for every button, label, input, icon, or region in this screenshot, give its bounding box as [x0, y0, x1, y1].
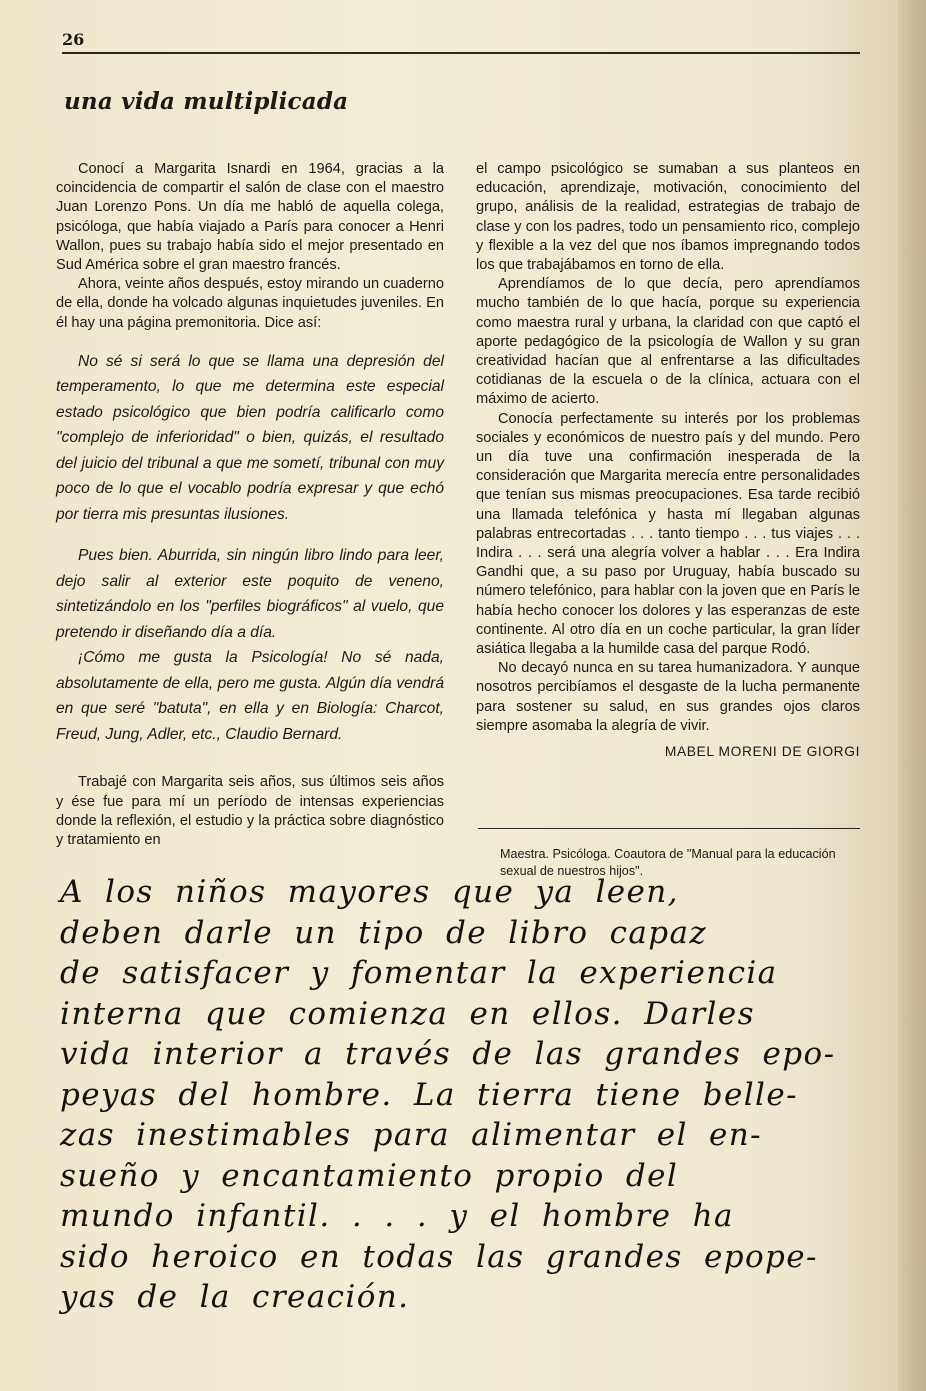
handwritten-line: sueño y encantamiento propio del: [60, 1157, 679, 1194]
intro-paragraph: Conocí a Margarita Isnardi en 1964, gracias a la coincidencia de compartir el salón de clase con el maestro Juan Lorenzo Pons. Un día me habló de aquella colega, psicóloga, que había viajado a París para conocer a Henri Wallon, pues su trabajo había sido el mejor presentado en Sud América sobre el gran maestro francés.: [56, 161, 444, 274]
handwritten-note: [60, 872, 870, 1318]
handwritten-line: zas inestimables para alimentar el en-: [60, 1117, 763, 1153]
handwritten-line: interna que comienza en ellos. Darles: [60, 995, 755, 1032]
author-bio: Maestra. Psicóloga. Coautora de "Manual para la educación sexual de nuestros hijos".: [500, 847, 836, 878]
article-title: una vida multiplicada: [64, 88, 349, 115]
quote-paragraph: ¡Cómo me gusta la Psicología! No sé nada, absolutamente de ella, pero me gusta. Algún día vendrá en que seré "batuta", en ella y en Biología: Charcot, Freud, Jung, Adler, etc., Claudio Bernard.: [56, 649, 444, 743]
handwritten-line: mundo infantil. . . . y el hombre ha: [60, 1198, 734, 1234]
handwritten-line: A los niños mayores que ya leen,: [60, 874, 679, 910]
right-column: [476, 160, 860, 761]
handwritten-line: vida interior a través de las grandes epo-: [60, 1036, 836, 1072]
body-paragraph: el campo psicológico se sumaban a sus planteos en educación, aprendizaje, motivación, conocimiento del grupo, análisis de la realidad, estrategias de trabajo de clase y con los padres, todo un pensamiento rico, complejo y flexible a la vez del que nos íbamos impregnando todos los que trabajábamos en torno de ella.: [476, 161, 860, 274]
handwritten-line: yas de la creación.: [60, 1279, 410, 1315]
left-column: [56, 160, 444, 850]
quote-paragraph: Pues bien. Aburrida, sin ningún libro lindo para leer, dejo salir al exterior este poquito de veneno, sintetizándolo en los "perfiles biográficos" al vuelo, que pretendo ir diseñando día a día.: [56, 547, 444, 641]
handwritten-line: de satisfacer y fomentar la experiencia: [60, 955, 778, 991]
body-paragraph: Aprendíamos de lo que decía, pero aprendíamos mucho también de lo que hacía, porque su experiencia como maestra rural y urbana, la claridad con que captó el aporte pedagógico de la psicología de Wallon y su gran creatividad hacían que al enfrentarse a las dificultades cotidianas de la escuela o de la clínica, actuara con el máximo de acierto.: [476, 276, 860, 408]
signature-rule: [478, 828, 860, 829]
intro-paragraph: Ahora, veinte años después, estoy mirando un cuaderno de ella, donde ha volcado algunas inquietudes juveniles. En él hay una página premonitoria. Dice así:: [56, 276, 444, 331]
page-number: 26: [62, 30, 85, 49]
quote-paragraph: No sé si será lo que se llama una depresión del temperamento, lo que me determina este especial estado psicológico que bien podría calificarlo como "complejo de inferioridad" o bien, quizás, el resultado del juicio del tribunal a que me sometí, tribunal con muy poco de lo que el vocablo podría expresar y que echó por tierra mis presuntas ilusiones.: [56, 352, 444, 523]
handwritten-line: sido heroico en todas las grandes epope-: [60, 1238, 818, 1275]
handwritten-line: peyas del hombre. La tierra tiene belle-: [60, 1076, 798, 1113]
author-signature: MABEL MORENI DE GIORGI: [664, 744, 860, 760]
page-spine-edge: [898, 0, 926, 1391]
notebook-quote: [56, 349, 444, 748]
closing-paragraph: Trabajé con Margarita seis años, sus últimos seis años y ése fue para mí un período de intensas experiencias donde la reflexión, el estudio y la práctica sobre diagnóstico y tratamiento en: [56, 774, 444, 848]
handwritten-line: deben darle un tipo de libro capaz: [60, 914, 708, 951]
header-rule: [62, 52, 860, 54]
body-paragraph: Conocía perfectamente su interés por los problemas sociales y económicos de nuestro país y del mundo. Pero un día tuve una confirmación inesperada de la consideración que Margarita merecía entre personalidades que tenían sus mismas preocupaciones. Esa tarde recibió una llamada telefónica y hasta mí llegaban algunas palabras entrecortadas . . . tanto tiempo . . . tus viajes . . . Indira . . . será una alegría volver a hablar . . . Era Indira Gandhi que, a su paso por Uruguay, había buscado su número telefónico, para hablar con la joven que en París le había hecho conocer los dolores y las esperanzas de este continente. Al otro día en un coche particular, la gran líder asiática llegaba a la humilde casa del parque Rodó.: [476, 410, 860, 658]
body-paragraph: No decayó nunca en su tarea humanizadora. Y aunque nosotros percibíamos el desgaste de la lucha permanente para sostener su salud, en sus grandes ojos claros siempre asomaba la alegría de vivir.: [476, 660, 860, 734]
